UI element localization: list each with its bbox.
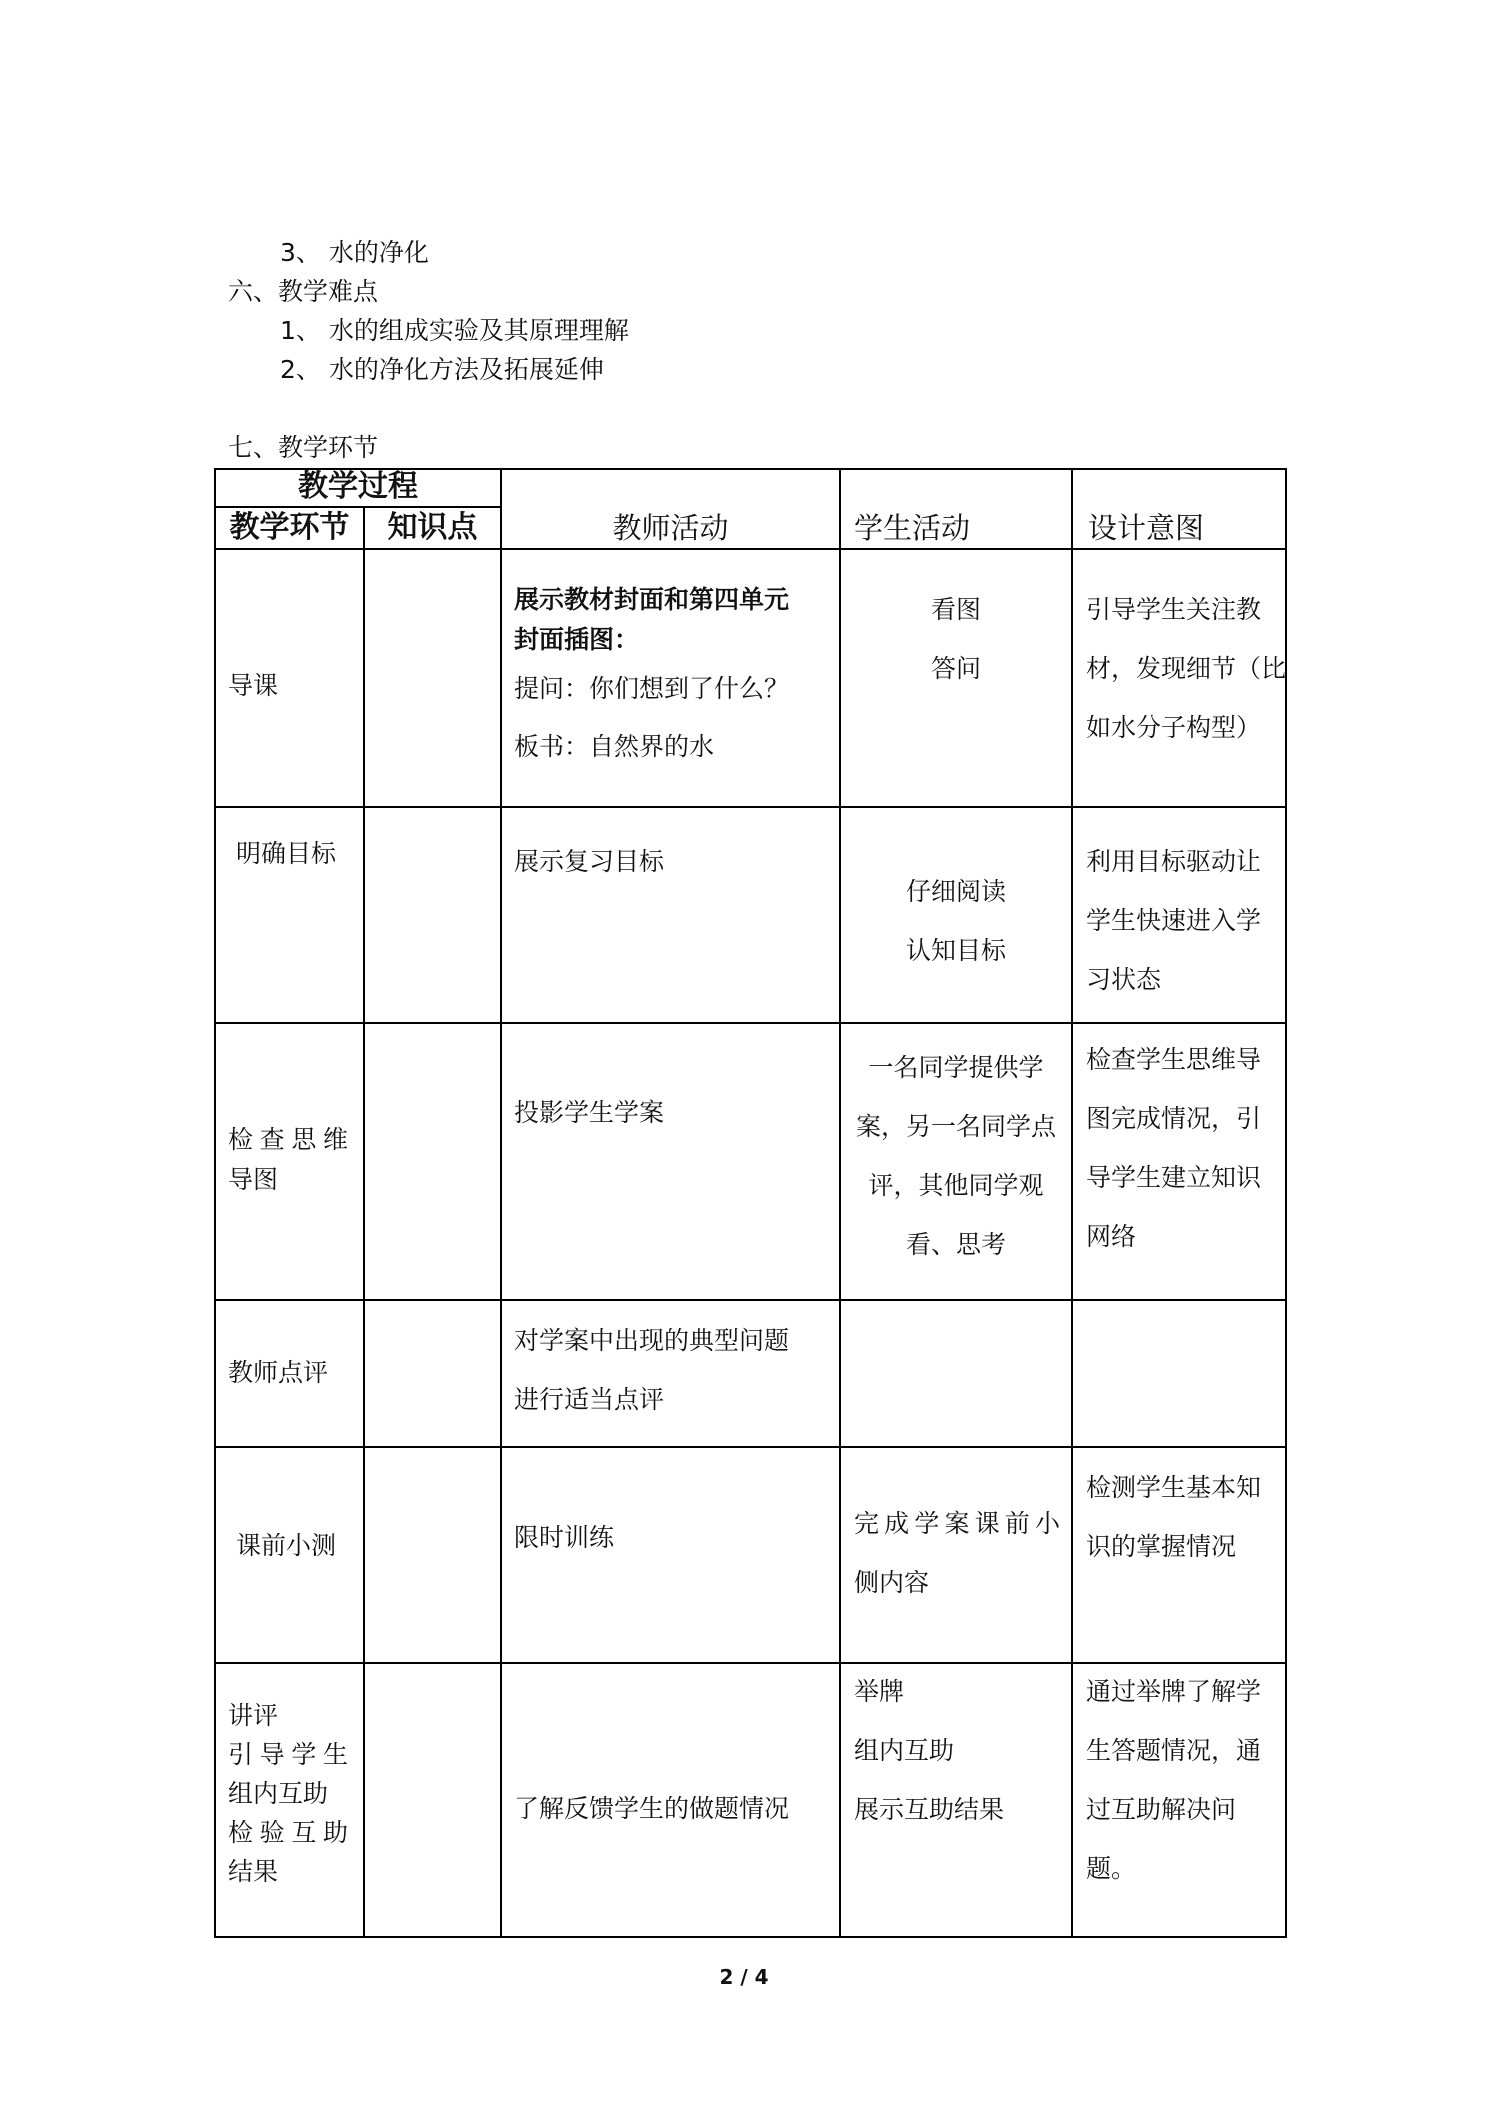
- intent-text: 学生快速进入学: [1086, 906, 1262, 935]
- header-design-intent: 设计意图: [1088, 511, 1205, 545]
- intent-text: 材，发现细节（比: [1086, 654, 1287, 683]
- table-border: [214, 1022, 1287, 1024]
- student-text: 案，另一名同学点: [855, 1112, 1056, 1141]
- table-border: [363, 506, 365, 1938]
- teacher-text: 了解反馈学生的做题情况: [514, 1794, 790, 1823]
- table-border: [500, 468, 502, 1938]
- teacher-text-bold: 展示教材封面和第四单元: [514, 585, 790, 614]
- student-text: 仔细阅读: [905, 877, 1006, 906]
- row2-stage: [236, 824, 336, 883]
- intent-text: 利用目标驱动让: [1086, 847, 1262, 876]
- stage-text: 导课: [228, 671, 279, 700]
- table-border: [214, 1936, 1287, 1938]
- teacher-text: 投影学生学案: [514, 1098, 665, 1127]
- stage-text: 结果: [228, 1857, 279, 1886]
- student-text: 一名同学提供学: [868, 1053, 1044, 1082]
- header-teaching-process: 教学过程: [298, 469, 418, 504]
- row6-intent: [1086, 1662, 1261, 1898]
- teacher-text-bold: 封面插图：: [514, 625, 640, 654]
- stage-text: 明确目标: [236, 839, 337, 868]
- row5-student: [854, 1494, 1060, 1612]
- row5-intent: [1086, 1458, 1261, 1576]
- row6-student: [854, 1662, 1004, 1839]
- row1-student: [841, 580, 1071, 698]
- teaching-process-table: [214, 468, 1287, 1938]
- student-text: 侧内容: [854, 1568, 930, 1597]
- row3-teacher: [514, 1083, 664, 1142]
- row1-intent: [1086, 580, 1286, 757]
- intent-text: 生答题情况，通: [1086, 1736, 1262, 1765]
- student-text: 看图: [930, 595, 981, 624]
- intent-text: 通过举牌了解学: [1086, 1677, 1262, 1706]
- table-border: [214, 1299, 1287, 1301]
- stage-text: 组内互助: [228, 1779, 329, 1808]
- intro-line-1: 3、 水的净化: [280, 238, 429, 267]
- teacher-text: 对学案中出现的典型问题: [514, 1326, 790, 1355]
- stage-text: 引导学生: [228, 1740, 348, 1769]
- row3-student: [841, 1038, 1071, 1274]
- row4-teacher: [514, 1311, 789, 1429]
- stage-text: 教师点评: [228, 1358, 329, 1387]
- intent-text: 过互助解决问: [1086, 1795, 1237, 1824]
- row2-student: [841, 862, 1071, 980]
- intent-text: 图完成情况，引: [1086, 1104, 1262, 1133]
- stage-text: 课前小测: [236, 1531, 337, 1560]
- row3-stage: [228, 1120, 348, 1200]
- intro-line-4: 2、 水的净化方法及拓展延伸: [280, 355, 604, 384]
- intent-text: 检查学生思维导: [1086, 1045, 1262, 1074]
- header-teacher-activity: 教师活动: [612, 511, 729, 545]
- table-border: [214, 506, 500, 508]
- student-text: 组内互助: [854, 1736, 955, 1765]
- row2-intent: [1086, 832, 1261, 1009]
- intent-text: 题。: [1086, 1854, 1137, 1883]
- student-text: 认知目标: [905, 936, 1006, 965]
- student-text: 举牌: [854, 1677, 905, 1706]
- header-stage: 教学环节: [229, 510, 350, 545]
- row1-teacher: [514, 580, 789, 776]
- row6-teacher: [514, 1779, 789, 1838]
- teacher-text: 板书：自然界的水: [514, 732, 715, 761]
- section-heading-difficulties: 六、教学难点: [228, 277, 379, 306]
- intent-text: 识的掌握情况: [1086, 1532, 1237, 1561]
- row3-intent: [1086, 1030, 1261, 1266]
- teacher-text: 提问：你们想到了什么？: [514, 674, 790, 703]
- section-heading-steps: 七、教学环节: [228, 433, 379, 462]
- intent-text: 导学生建立知识: [1086, 1163, 1262, 1192]
- row1-stage: [228, 656, 278, 715]
- page-number: 2 / 4: [719, 1965, 769, 1989]
- intro-line-3: 1、 水的组成实验及其原理理解: [280, 316, 629, 345]
- stage-text: 检查思维: [228, 1125, 348, 1154]
- table-border: [214, 1446, 1287, 1448]
- student-text: 看、思考: [905, 1230, 1006, 1259]
- stage-text: 导图: [228, 1165, 279, 1194]
- intent-text: 如水分子构型）: [1086, 713, 1262, 742]
- table-border: [214, 468, 216, 1938]
- row5-stage: [236, 1516, 336, 1575]
- student-text: 完成学案课前小: [854, 1509, 1060, 1538]
- header-knowledge-point: 知识点: [387, 510, 478, 545]
- intent-text: 引导学生关注教: [1086, 595, 1262, 624]
- stage-text: 讲评: [228, 1701, 279, 1730]
- teacher-text: 限时训练: [514, 1523, 615, 1552]
- row2-teacher: [514, 832, 664, 891]
- intent-text: 检测学生基本知: [1086, 1473, 1262, 1502]
- table-border: [214, 806, 1287, 808]
- teacher-text: 进行适当点评: [514, 1385, 665, 1414]
- row4-stage: [228, 1343, 328, 1402]
- intent-text: 网络: [1086, 1222, 1137, 1251]
- student-text: 答问: [930, 654, 981, 683]
- student-text: 展示互助结果: [854, 1795, 1005, 1824]
- intent-text: 习状态: [1086, 965, 1162, 994]
- row6-stage: [228, 1696, 348, 1891]
- teacher-text: 展示复习目标: [514, 847, 665, 876]
- stage-text: 检验互助: [228, 1818, 348, 1847]
- row5-teacher: [514, 1508, 614, 1567]
- header-student-activity: 学生活动: [854, 511, 971, 545]
- table-border: [214, 548, 1287, 550]
- table-border: [1071, 468, 1073, 1938]
- student-text: 评，其他同学观: [868, 1171, 1044, 1200]
